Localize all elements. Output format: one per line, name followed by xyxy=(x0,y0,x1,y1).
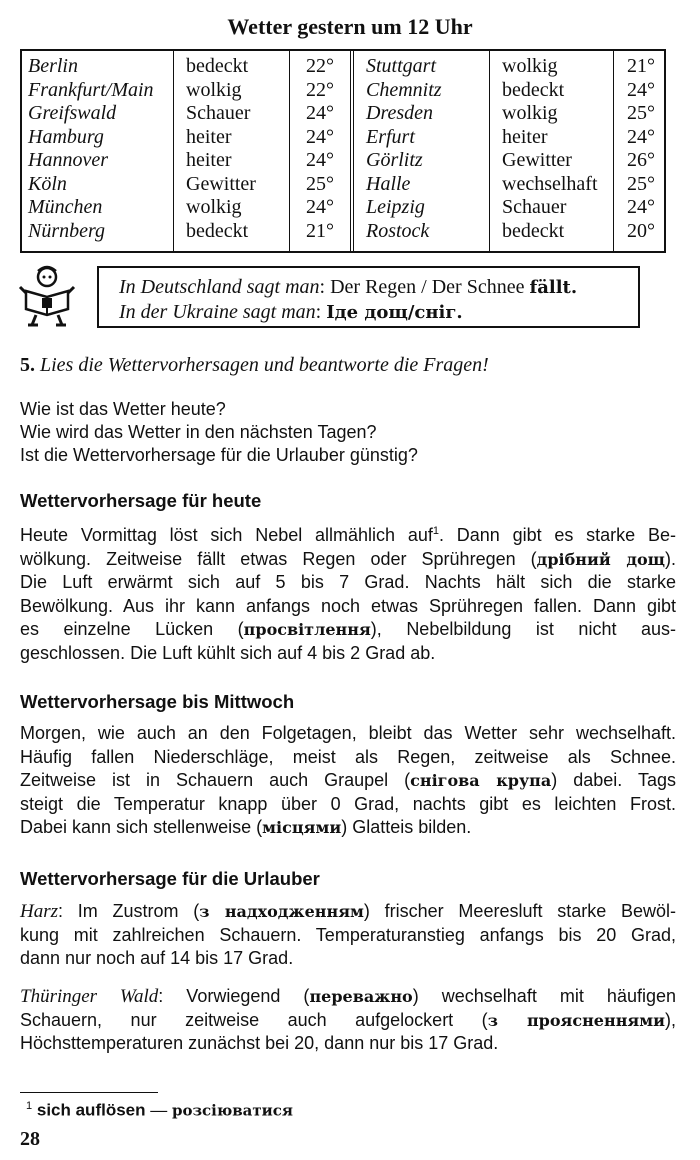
condition-cell: wechselhaft xyxy=(502,172,598,195)
text-line xyxy=(20,1009,676,1033)
region-name: Thüringer Wald xyxy=(20,986,159,1007)
table-title: Wetter gestern um 12 Uhr xyxy=(227,14,473,39)
ukrainian-gloss: з надходженням xyxy=(199,902,364,921)
text-span: ) dabei. Tags xyxy=(551,770,676,790)
text-span: : Vorwiegend ( xyxy=(158,986,310,1006)
condition-cell: bedeckt xyxy=(502,219,565,242)
text-line xyxy=(20,618,676,642)
page-number: 28 xyxy=(20,1128,40,1150)
footnote-dash: — xyxy=(145,1100,172,1120)
city-cell: Görlitz xyxy=(366,149,423,171)
footnote-mark: 1 xyxy=(26,1100,33,1112)
temperature-cell: 20° xyxy=(627,219,655,242)
footnote xyxy=(26,1100,293,1121)
condition-cell: heiter xyxy=(186,149,232,171)
city-cell: Rostock xyxy=(366,219,430,242)
text-line xyxy=(20,769,676,793)
text-span: es einzelne Lücken ( xyxy=(20,619,244,639)
temperature-cell: 24° xyxy=(306,196,334,218)
city-cell: Greifswald xyxy=(28,102,117,124)
condition-cell: bedeckt xyxy=(502,78,565,101)
temperature-cell: 26° xyxy=(627,149,655,171)
text-span: . Dann gibt es starke Be- xyxy=(438,525,676,545)
temperature-column xyxy=(290,51,350,251)
weather-table-left xyxy=(22,51,350,251)
text-line xyxy=(20,985,676,1009)
city-cell: Köln xyxy=(28,172,67,195)
text-span: ). xyxy=(665,548,676,569)
city-cell: München xyxy=(28,196,103,218)
temperature-cell: 24° xyxy=(627,196,655,218)
condition-cell: heiter xyxy=(502,125,548,148)
temperature-cell: 21° xyxy=(627,55,655,77)
text-line xyxy=(20,816,676,840)
temperature-cell: 24° xyxy=(306,102,334,124)
footnote-divider xyxy=(20,1092,158,1093)
ukrainian-gloss: переважно xyxy=(309,987,413,1006)
section-text-wednesday xyxy=(20,722,676,840)
city-cell: Stuttgart xyxy=(366,55,437,77)
city-cell: Nürnberg xyxy=(28,219,106,242)
text-line: kung mit zahlreichen Schauern. Temperaturanstieg anfangs bis 20 Grad, xyxy=(20,924,676,945)
text-line: dann nur noch auf 14 bis 17 Grad. xyxy=(20,948,294,968)
note-ukraine-label: In der Ukraine sagt man xyxy=(119,301,316,323)
question-item: Wie ist das Wetter heute? xyxy=(20,399,226,419)
region-name: Harz xyxy=(20,901,59,922)
temperature-cell: 25° xyxy=(627,102,655,124)
section-text-harz xyxy=(20,900,676,971)
condition-cell: wolkig xyxy=(186,78,242,101)
condition-cell: Gewitter xyxy=(186,172,256,195)
text-span: ) Glatteis bilden. xyxy=(341,817,472,837)
text-line: Häufig fallen Niederschläge, meist als Regen, zeitweise als Schnee. xyxy=(20,746,676,767)
temperature-cell: 24° xyxy=(627,78,655,101)
temperature-cell: 24° xyxy=(306,125,334,148)
note-germany-label: In Deutschland sagt man xyxy=(119,276,320,298)
temperature-cell: 25° xyxy=(306,172,334,195)
text-span: ), Nebelbildung ist nicht aus- xyxy=(370,619,676,639)
section-heading-holiday: Wettervorhersage für die Urlauber xyxy=(20,868,320,889)
city-cell: Hannover xyxy=(28,149,108,171)
city-cell: Halle xyxy=(366,172,411,195)
city-cell: Berlin xyxy=(28,55,78,77)
text-line xyxy=(20,520,676,548)
text-line xyxy=(20,548,676,572)
question-list xyxy=(20,398,418,467)
condition-cell: bedeckt xyxy=(186,55,249,77)
task-number: 5. xyxy=(20,354,35,376)
city-cell: Hamburg xyxy=(28,125,104,148)
ukrainian-gloss: місцями xyxy=(262,818,342,837)
text-line: steigt die Temperatur knapp über 0 Grad, nachts gibt es leichten Frost. xyxy=(20,793,676,814)
city-cell: Frankfurt/Main xyxy=(28,78,154,101)
note-line-germany xyxy=(119,275,638,300)
note-line-ukraine xyxy=(119,300,638,325)
temperature-cell: 24° xyxy=(627,125,655,148)
text-span: Heute Vormittag löst sich Nebel allmählich auf xyxy=(20,525,433,545)
condition-cell: Schauer xyxy=(186,102,251,124)
language-note-box xyxy=(97,266,640,328)
temperature-cell: 22° xyxy=(306,55,334,77)
text-span: Dabei kann sich stellenweise ( xyxy=(20,817,263,837)
city-cell: Dresden xyxy=(366,102,434,124)
ukrainian-gloss: дрібний дощ xyxy=(536,549,665,569)
task-instruction xyxy=(20,354,489,377)
city-cell: Leipzig xyxy=(366,196,425,218)
text-line xyxy=(20,900,676,924)
condition-column xyxy=(174,51,290,251)
temperature-cell: 25° xyxy=(627,172,655,195)
condition-column xyxy=(490,51,614,251)
text-span: ) frischer Meeresluft starke Bewöl- xyxy=(363,901,677,921)
note-ukraine-phrase: Іде дощ/сніг. xyxy=(326,302,463,323)
section-text-thueringer-wald xyxy=(20,985,676,1056)
condition-cell: Gewitter xyxy=(502,149,572,171)
city-cell: Erfurt xyxy=(366,125,415,148)
city-column xyxy=(354,51,490,251)
task-text: Lies die Wettervorhersagen und beantworte die Fragen! xyxy=(40,354,489,376)
text-span: Schauern, nur zeitweise auch aufgelockert ( xyxy=(20,1009,488,1030)
ukrainian-gloss: просвітлення xyxy=(243,620,371,639)
ukrainian-gloss: з проясненнями xyxy=(487,1010,665,1030)
text-span: ), xyxy=(665,1009,676,1030)
section-text-today xyxy=(20,520,676,665)
condition-cell: heiter xyxy=(186,125,232,148)
question-item: Ist die Wettervorhersage für die Urlauber günstig? xyxy=(20,445,418,465)
condition-cell: wolkig xyxy=(186,196,242,218)
condition-cell: bedeckt xyxy=(186,219,249,242)
condition-cell: wolkig xyxy=(502,102,558,124)
ukrainian-gloss: снігова крупа xyxy=(410,771,552,790)
text-span: Zeitweise ist in Schauern auch Graupel ( xyxy=(20,770,411,790)
text-line: Die Luft erwärmt sich auf 5 bis 7 Grad. Nachts hält sich die starke xyxy=(20,572,676,592)
temperature-column xyxy=(614,51,668,251)
text-span: : Im Zustrom ( xyxy=(58,901,200,921)
condition-cell: wolkig xyxy=(502,55,558,77)
text-span: ) wechselhaft mit häufigen xyxy=(412,986,677,1006)
text-line: Morgen, wie auch an den Folgetagen, bleibt das Wetter sehr wechselhaft. xyxy=(20,723,676,743)
footnote-term: sich auflösen xyxy=(36,1100,146,1120)
footnote-ref: 1 xyxy=(432,525,439,537)
city-column xyxy=(22,51,174,251)
section-heading-wednesday: Wettervorhersage bis Mittwoch xyxy=(20,691,295,712)
temperature-cell: 22° xyxy=(306,78,334,101)
question-item: Wie wird das Wetter in den nächsten Tagen? xyxy=(20,422,377,442)
text-line: Bewölkung. Aus ihr kann anfangs noch etwas Sprühregen fallen. Dann gibt xyxy=(20,595,676,616)
condition-cell: Schauer xyxy=(502,196,567,218)
section-heading-today: Wettervorhersage für heute xyxy=(20,490,262,511)
note-ukraine-text: : xyxy=(315,301,327,323)
text-line: Höchsttemperaturen zunächst bei 20, dann nur bis 17 Grad. xyxy=(20,1033,499,1053)
reading-person-icon xyxy=(18,265,76,327)
note-germany-verb: fällt. xyxy=(529,277,578,298)
weather-table-right xyxy=(350,51,668,251)
text-span: wölkung. Zeitweise fällt etwas Regen oder Sprühregen ( xyxy=(20,548,537,569)
city-cell: Chemnitz xyxy=(366,78,442,101)
footnote-translation: розсіюватися xyxy=(171,1101,294,1120)
text-line: geschlossen. Die Luft kühlt sich auf 4 bis 2 Grad ab. xyxy=(20,642,436,663)
reading-person-icon-graphic xyxy=(18,265,76,327)
temperature-cell: 24° xyxy=(306,149,334,171)
weather-table xyxy=(20,49,666,253)
temperature-cell: 21° xyxy=(306,219,334,242)
note-germany-text: : Der Regen / Der Schnee xyxy=(319,276,530,298)
